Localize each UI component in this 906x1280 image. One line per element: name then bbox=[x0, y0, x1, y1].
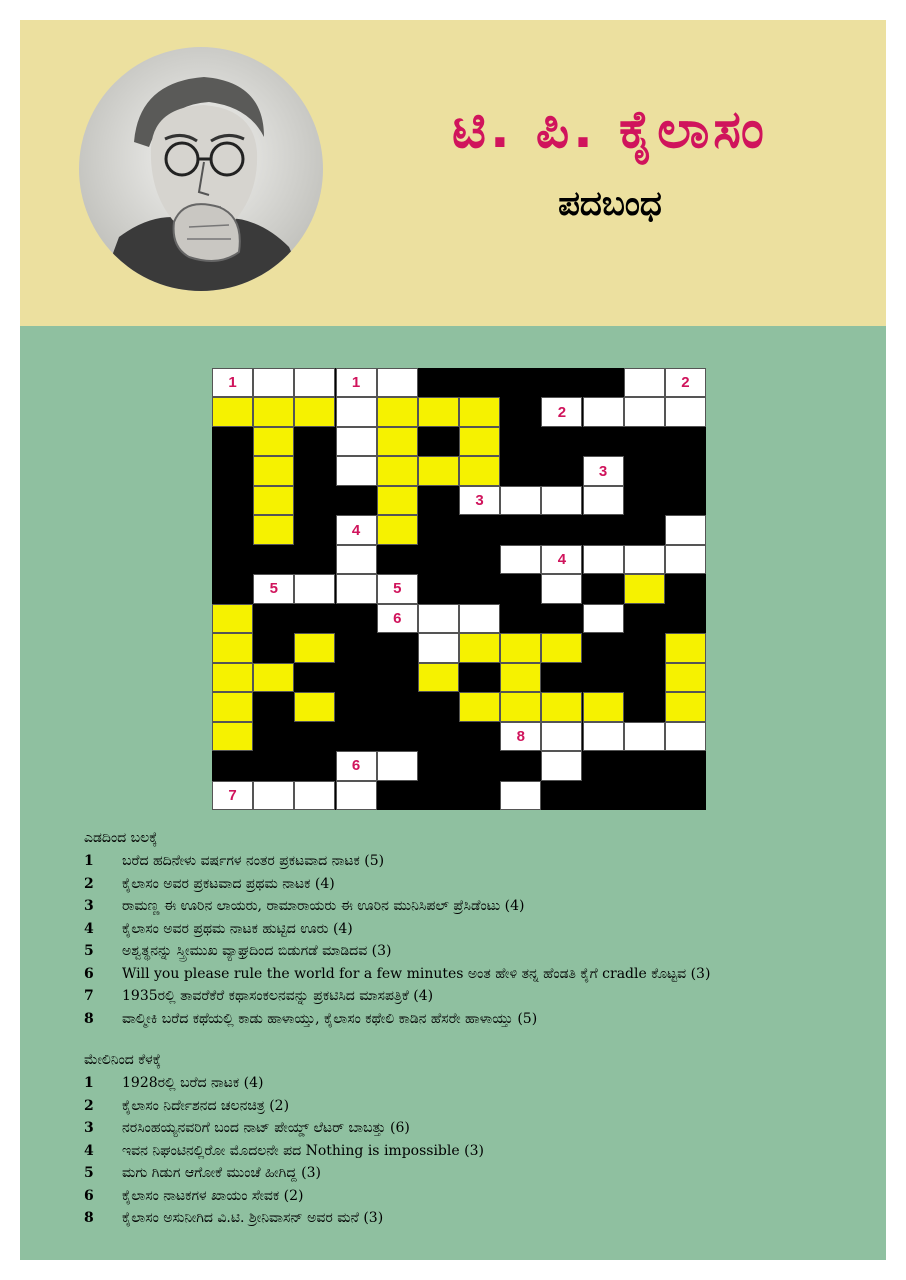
highlighted-cell[interactable] bbox=[459, 397, 500, 426]
crossword-cell[interactable] bbox=[665, 515, 706, 544]
highlighted-cell[interactable] bbox=[418, 663, 459, 692]
highlighted-cell[interactable] bbox=[377, 486, 418, 515]
highlighted-cell[interactable] bbox=[253, 456, 294, 485]
highlighted-cell[interactable] bbox=[665, 692, 706, 721]
crossword-cell[interactable] bbox=[500, 486, 541, 515]
clue-number: 1 bbox=[84, 853, 94, 869]
crossword-cell[interactable] bbox=[336, 427, 377, 456]
clue-number: 5 bbox=[84, 943, 94, 959]
highlighted-cell[interactable] bbox=[459, 633, 500, 662]
across-clue bbox=[84, 895, 874, 918]
highlighted-cell[interactable] bbox=[253, 427, 294, 456]
highlighted-cell[interactable] bbox=[418, 456, 459, 485]
crossword-cell[interactable] bbox=[500, 545, 541, 574]
crossword-cell[interactable] bbox=[253, 368, 294, 397]
highlighted-cell[interactable] bbox=[459, 427, 500, 456]
numbered-cell[interactable]: 2 bbox=[541, 397, 582, 426]
clue-text: ಕೈಲಾಸಂ ಅಸುನೀಗಿದ ವಿ.ಟಿ. ಶ್ರೀನಿವಾಸನ್ ಅವರ ಮನೆ (3) bbox=[122, 1210, 384, 1226]
highlighted-cell[interactable] bbox=[253, 397, 294, 426]
down-clue bbox=[84, 1185, 874, 1208]
page-subtitle: ಪದಬಂಧ bbox=[558, 184, 662, 224]
crossword-cell[interactable] bbox=[583, 545, 624, 574]
highlighted-cell[interactable] bbox=[212, 397, 253, 426]
down-heading: ಮೇಲಿನಿಂದ ಕೆಳಕ್ಕೆ bbox=[84, 1052, 161, 1068]
clue-text: ನರಸಿಂಹಯ್ಯನವರಿಗೆ ಬಂದ ನಾಟ್ ಪೇಯ್ಡ್ ಲೆಟರ್ ಬಾಬತ್ತು (6) bbox=[122, 1120, 410, 1136]
clue-text: 1928ರಲ್ಲಿ ಬರೆದ ನಾಟಕ (4) bbox=[122, 1075, 264, 1091]
across-clue bbox=[84, 985, 874, 1008]
highlighted-cell[interactable] bbox=[253, 663, 294, 692]
clue-text: ಕೈಲಾಸಂ ನಾಟಕಗಳ ಖಾಯಂ ಸೇವಕ (2) bbox=[122, 1187, 304, 1204]
crossword-cell[interactable] bbox=[624, 397, 665, 426]
numbered-cell[interactable]: 6 bbox=[336, 751, 377, 780]
crossword-grid bbox=[212, 368, 706, 810]
crossword-cell[interactable] bbox=[665, 545, 706, 574]
highlighted-cell[interactable] bbox=[377, 515, 418, 544]
clue-number: 3 bbox=[84, 1120, 94, 1136]
clue-number: 7 bbox=[84, 988, 94, 1004]
clue-number: 8 bbox=[84, 1210, 94, 1226]
highlighted-cell[interactable] bbox=[500, 663, 541, 692]
crossword-cell[interactable] bbox=[665, 397, 706, 426]
across-clue bbox=[84, 873, 874, 896]
down-clue bbox=[84, 1072, 874, 1095]
numbered-cell[interactable]: 3 bbox=[459, 486, 500, 515]
clue-text: ಕೈಲಾಸಂ ಅವರ ಪ್ರಥಮ ನಾಟಕ ಹುಟ್ಟಿದ ಊರು (4) bbox=[122, 920, 353, 937]
numbered-cell[interactable]: 1 bbox=[336, 368, 377, 397]
highlighted-cell[interactable] bbox=[418, 397, 459, 426]
crossword-cell[interactable] bbox=[541, 722, 582, 751]
clue-number: 8 bbox=[84, 1010, 94, 1027]
highlighted-cell[interactable] bbox=[665, 663, 706, 692]
crossword-cell[interactable] bbox=[294, 781, 335, 810]
page-title: ಟಿ. ಪಿ. ಕೈಲಾಸಂ bbox=[452, 100, 768, 160]
clue-text: ಅಶ್ವತ್ಥನನ್ನು ಸ್ತ್ರೀಮುಖ ವ್ಯಾಘ್ರದಿಂದ ಬಿಡುಗಡೆ ಮಾಡಿದವ (3) bbox=[122, 943, 392, 959]
crossword-cell[interactable] bbox=[459, 604, 500, 633]
across-clue-list bbox=[84, 850, 874, 1030]
numbered-cell[interactable]: 4 bbox=[541, 545, 582, 574]
highlighted-cell[interactable] bbox=[377, 427, 418, 456]
down-clue bbox=[84, 1162, 874, 1185]
clue-number: 1 bbox=[84, 1075, 94, 1091]
crossword-cell[interactable] bbox=[624, 545, 665, 574]
crossword-cell[interactable] bbox=[377, 751, 418, 780]
clue-text: ಕೈಲಾಸಂ ನಿರ್ದೇಶನದ ಚಲನಚಿತ್ರ (2) bbox=[122, 1097, 290, 1114]
clue-text: ಮಗು ಗಿಡುಗ ಆಗೋಕೆ ಮುಂಚೆ ಹೀಗಿದ್ದ (3) bbox=[122, 1165, 321, 1181]
highlighted-cell[interactable] bbox=[500, 633, 541, 662]
clue-number: 5 bbox=[84, 1165, 94, 1181]
highlighted-cell[interactable] bbox=[541, 633, 582, 662]
crossword-cell[interactable] bbox=[336, 574, 377, 603]
highlighted-cell[interactable] bbox=[253, 515, 294, 544]
numbered-cell[interactable]: 1 bbox=[212, 368, 253, 397]
highlighted-cell[interactable] bbox=[294, 692, 335, 721]
numbered-cell[interactable]: 3 bbox=[583, 456, 624, 485]
down-clue bbox=[84, 1095, 874, 1118]
across-clue bbox=[84, 1008, 874, 1031]
highlighted-cell[interactable] bbox=[294, 397, 335, 426]
highlighted-cell[interactable] bbox=[212, 722, 253, 751]
highlighted-cell[interactable] bbox=[459, 456, 500, 485]
highlighted-cell[interactable] bbox=[459, 692, 500, 721]
highlighted-cell[interactable] bbox=[665, 633, 706, 662]
crossword-cell[interactable] bbox=[500, 781, 541, 810]
crossword-cell[interactable] bbox=[336, 545, 377, 574]
highlighted-cell[interactable] bbox=[541, 692, 582, 721]
down-clue bbox=[84, 1207, 874, 1230]
crossword-cell[interactable] bbox=[541, 751, 582, 780]
crossword-cell[interactable] bbox=[624, 368, 665, 397]
crossword-cell[interactable] bbox=[583, 486, 624, 515]
clue-number: 6 bbox=[84, 1187, 94, 1204]
crossword-cell[interactable] bbox=[665, 722, 706, 751]
clue-text: 1935ರಲ್ಲಿ ತಾವರೆಕೆರೆ ಕಥಾಸಂಕಲನವನ್ನು ಪ್ರಕಟಿಸಿದ ಮಾಸಪತ್ರಿಕೆ (4) bbox=[122, 988, 434, 1004]
numbered-cell[interactable]: 5 bbox=[377, 574, 418, 603]
clue-number: 3 bbox=[84, 898, 94, 914]
crossword-cell[interactable] bbox=[294, 574, 335, 603]
crossword-cell[interactable] bbox=[583, 722, 624, 751]
clue-text: ಇವನ ನಿಘಂಟಿನಲ್ಲಿರೋ ಮೊದಲನೇ ಪದ Nothing is impossible (3) bbox=[122, 1142, 484, 1159]
crossword-cell[interactable] bbox=[624, 722, 665, 751]
numbered-cell[interactable]: 6 bbox=[377, 604, 418, 633]
clue-text: ಬರೆದ ಹದಿನೇಳು ವರ್ಷಗಳ ನಂತರ ಪ್ರಕಟವಾದ ನಾಟಕ (5) bbox=[122, 853, 385, 869]
across-clue bbox=[84, 940, 874, 963]
crossword-cell[interactable] bbox=[336, 456, 377, 485]
clue-number: 4 bbox=[84, 1142, 94, 1159]
clue-number: 2 bbox=[84, 875, 94, 892]
numbered-cell[interactable]: 5 bbox=[253, 574, 294, 603]
crossword-cell[interactable] bbox=[336, 781, 377, 810]
highlighted-cell[interactable] bbox=[583, 692, 624, 721]
highlighted-cell[interactable] bbox=[212, 633, 253, 662]
across-clue bbox=[84, 918, 874, 941]
highlighted-cell[interactable] bbox=[212, 692, 253, 721]
highlighted-cell[interactable] bbox=[212, 604, 253, 633]
highlighted-cell[interactable] bbox=[377, 397, 418, 426]
down-clue-list bbox=[84, 1072, 874, 1230]
clue-text: Will you please rule the world for a few minutes ಅಂತ ಹೇಳಿ ತನ್ನ ಹೆಂಡತಿ ಕೈಗೆ cradle ಕೊಟ್ಟವ (3) bbox=[122, 965, 711, 982]
highlighted-cell[interactable] bbox=[253, 486, 294, 515]
across-heading: ಎಡದಿಂದ ಬಲಕ್ಕೆ bbox=[84, 830, 158, 846]
clues-section bbox=[84, 828, 874, 1230]
highlighted-cell[interactable] bbox=[212, 663, 253, 692]
crossword-cell[interactable] bbox=[583, 604, 624, 633]
crossword-cell[interactable] bbox=[253, 781, 294, 810]
clue-text: ರಾಮಣ್ಣ ಈ ಊರಿನ ಲಾಯರು, ರಾಮಾರಾಯರು ಈ ಊರಿನ ಮುನಿಸಿಪಲ್ ಪ್ರೆಸಿಡೆಂಟು (4) bbox=[122, 898, 525, 914]
down-clue bbox=[84, 1117, 874, 1140]
crossword-cell[interactable] bbox=[541, 574, 582, 603]
clue-number: 6 bbox=[84, 965, 94, 982]
crossword-cell[interactable] bbox=[418, 633, 459, 662]
clue-number: 4 bbox=[84, 920, 94, 937]
numbered-cell[interactable]: 2 bbox=[665, 368, 706, 397]
down-clue bbox=[84, 1140, 874, 1163]
clue-number: 2 bbox=[84, 1097, 94, 1114]
highlighted-cell[interactable] bbox=[377, 456, 418, 485]
crossword-cell[interactable] bbox=[294, 368, 335, 397]
numbered-cell[interactable]: 7 bbox=[212, 781, 253, 810]
across-clue bbox=[84, 850, 874, 873]
numbered-cell[interactable]: 4 bbox=[336, 515, 377, 544]
crossword-cell[interactable] bbox=[377, 368, 418, 397]
crossword-cell[interactable] bbox=[336, 397, 377, 426]
crossword-cell[interactable] bbox=[418, 604, 459, 633]
crossword-cell[interactable] bbox=[583, 397, 624, 426]
highlighted-cell[interactable] bbox=[294, 633, 335, 662]
numbered-cell[interactable]: 8 bbox=[500, 722, 541, 751]
across-clue bbox=[84, 963, 874, 986]
clue-text: ವಾಲ್ಮೀಕಿ ಬರೆದ ಕಥೆಯಲ್ಲಿ ಕಾಡು ಹಾಳಾಯ್ತು, ಕೈಲಾಸಂ ಕಥೇಲಿ ಕಾಡಿನ ಹೆಸರೇ ಹಾಳಾಯ್ತು (5) bbox=[122, 1010, 538, 1027]
portrait-image bbox=[79, 47, 323, 291]
crossword-cell[interactable] bbox=[541, 486, 582, 515]
highlighted-cell[interactable] bbox=[500, 692, 541, 721]
clue-text: ಕೈಲಾಸಂ ಅವರ ಪ್ರಕಟವಾದ ಪ್ರಥಮ ನಾಟಕ (4) bbox=[122, 875, 335, 892]
highlighted-cell[interactable] bbox=[624, 574, 665, 603]
